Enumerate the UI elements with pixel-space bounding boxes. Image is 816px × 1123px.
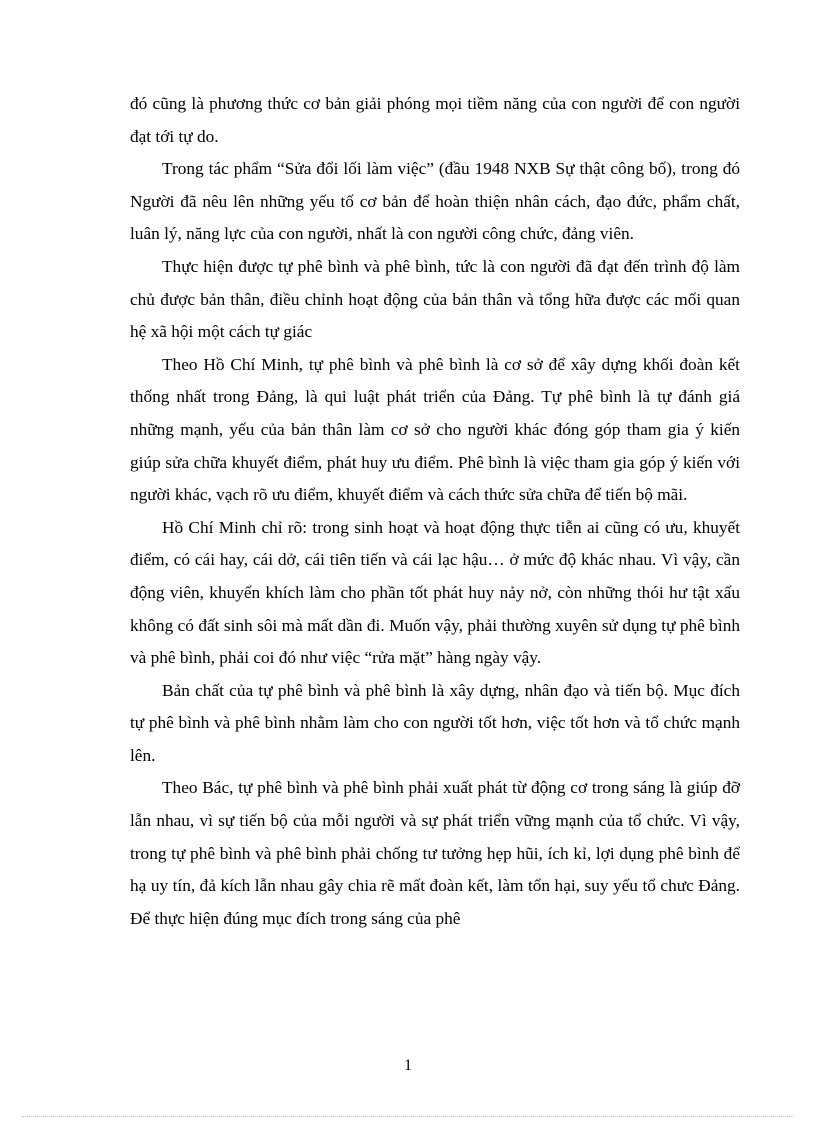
paragraph: Theo Hồ Chí Minh, tự phê bình và phê bình là cơ sở để xây dựng khối đoàn kết thống nhất trong Đảng, là qui luật phát triển của Đảng. Tự phê bình là tự đánh giá những mạnh, yếu của bản thân làm cơ sở cho người khác đóng góp tham gia ý kiến giúp sửa chữa khuyết điểm, phát huy ưu điểm. Phê bình là việc tham gia góp ý kiến với người khác, vạch rõ ưu điểm, khuyết điểm và cách thức sửa chữa để tiến bộ mãi. [130, 354, 740, 505]
page-bottom-divider [22, 1116, 794, 1117]
paragraph-continuation: đó cũng là phương thức cơ bản giải phóng mọi tiềm năng của con người để con người đạt tới tự do. [130, 94, 740, 146]
paragraph: Thực hiện được tự phê bình và phê bình, tức là con người đã đạt đến trình độ làm chủ được bản thân, điều chỉnh hoạt động của bản thân và tổng hữa được các mối quan hệ xã hội một cách tự giác [130, 256, 740, 342]
paragraph: Hồ Chí Minh chỉ rõ: trong sinh hoạt và hoạt động thực tiễn ai cũng có ưu, khuyết điểm, có cái hay, cái dở, cái tiên tiến và cái lạc hậu… ở mức độ khác nhau. Vì vậy, cần động viên, khuyến khích làm cho phần tốt phát huy nảy nở, còn những thói hư tật xấu không có đất sinh sôi mà mất dần đi. Muốn vậy, phải thường xuyên sử dụng tự phê bình và phê bình, phải coi đó như việc “rửa mặt” hàng ngày vậy. [130, 517, 740, 668]
page-number: 1 [404, 1057, 412, 1074]
body-text [130, 88, 740, 935]
paragraph: Theo Bác, tự phê bình và phê bình phải xuất phát từ động cơ trong sáng là giúp đỡ lẫn nhau, vì sự tiến bộ của mỗi người và sự phát triển vững mạnh của tổ chức. Vì vậy, trong tự phê bình và phê bình phải chống tư tưởng hẹp hũi, ích kỉ, lợi dụng phê bình để hạ uy tín, đả kích lẫn nhau gây chia rẽ mất đoàn kết, làm tổn hại, suy yếu tổ chưc Đảng. Để thực hiện đúng mục đích trong sáng của phê [130, 778, 740, 928]
paragraph: Trong tác phẩm “Sửa đổi lối làm việc” (đầu 1948 NXB Sự thật công bố), trong đó Người đã nêu lên những yếu tố cơ bản để hoàn thiện nhân cách, đạo đức, phẩm chất, luân lý, năng lực của con người, nhất là con người công chức, đảng viên. [130, 159, 740, 244]
paragraph: Bản chất của tự phê bình và phê bình là xây dựng, nhân đạo và tiến bộ. Mục đích tự phê bình và phê bình nhằm làm cho con người tốt hơn, việc tốt hơn và tổ chức mạnh lên. [130, 680, 740, 765]
